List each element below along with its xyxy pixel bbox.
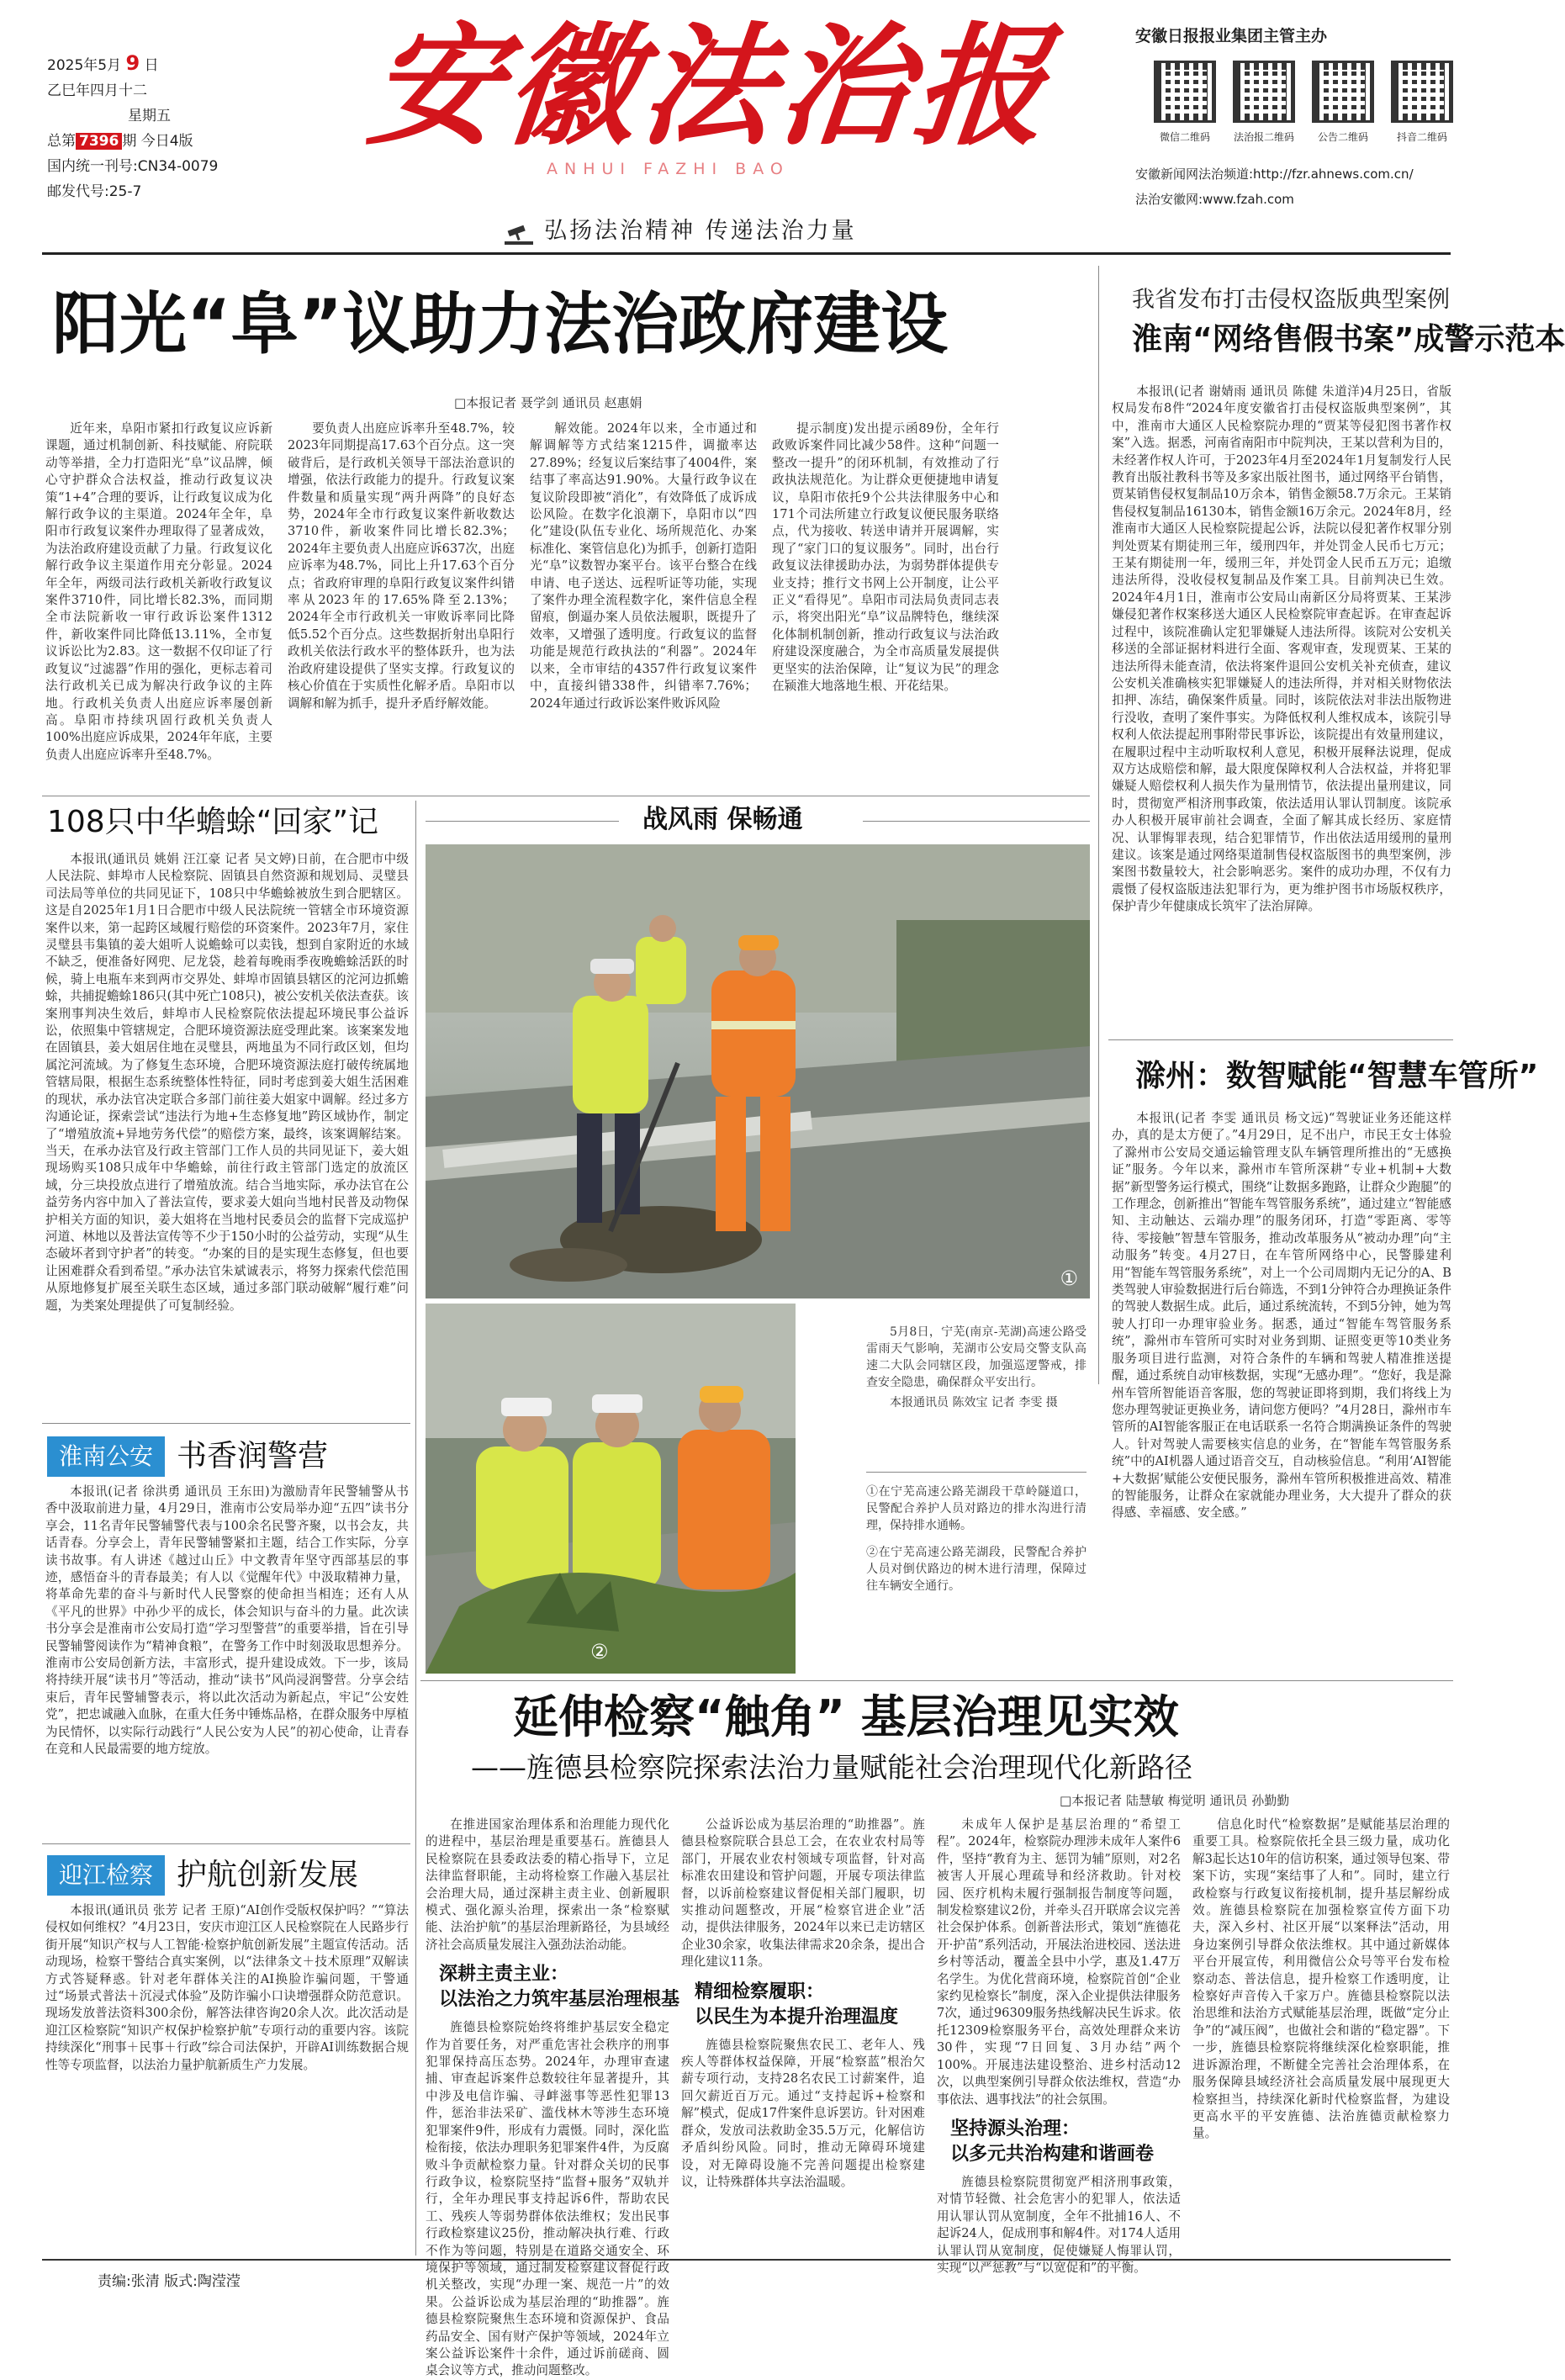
bottom-sub-3: 坚持源头治理： 以多元共治构建和谐画卷 <box>950 2118 1155 2165</box>
lead-col-3 <box>530 420 757 791</box>
footer-rule <box>42 2259 1451 2261</box>
photo-1-number: ① <box>1060 1267 1078 1290</box>
right-body-2 <box>1112 1110 1451 1521</box>
toad-body-text: 本报讯(通讯员 姚娟 汪江豪 记者 吴文婷)日前，在合肥市中级人民法院、蚌埠市人民检察院、固镇县自然资源和规划局、灵璧县司法局等单位的共同见证下，108只中华蟾蜍被放生到合肥辖区。这是自2025年1月1日合肥市中级人民法院统一管辖全市环境资源案件以来，第一起跨区域履行赔偿的环资案件。2023年7月，家住灵璧县韦集镇的姜大姐听人说蟾蜍可以卖钱，想到自家附近的水域不缺乏，便准备好网兜、尼龙袋，趁着每晚雨季夜晚蟾蜍活跃的时候，骑上电瓶车来到两市交界处、蚌埠市固镇县辖区的沱河边抓蟾蜍，共捕捉蟾蜍186只(其中死亡108只)，被公安机关依法查获。该案刑事判决生效后，蚌埠市人民检察院依法提起环境民事公益诉讼，依照集中管辖规定，合肥环境资源法庭受理此案。该案案发地在固镇县，姜大姐居住地在灵璧县，两地虽为不同行政区划，但均属沱河流域。为了修复生态环境，合肥环境资源法庭打破传统属地管辖局限，根据生态系统整体性特征，同时考虑到姜大姐生活困难的现状，承办法官决定联合多部门前往姜大姐家中调解。经过多方沟通论证，探索尝试“违法行为地+生态修复地”跨区域协作，制定了“增殖放流+异地劳务代偿”的赔偿方案，最终，该案调解结案。当天，在承办法官及行政主管部门工作人员的共同见证下，姜大姐现场购买108只成年中华蟾蜍，前往行政主管部门选定的放流区域，分三块投放点进行了增殖放流。结合当地实际，承办法官在公益劳务内容中加入了普法宣传，要求姜大姐向当地村民普及动物保护相关方面的知识，姜大姐将在当地村民委员会的监督下完成巡护河道、林地以及普法宣传等不少于150小时的公益劳动，实现“从生态破坏者到守护者”的转变。“办案的目的是实现生态修复，但也要让困难群众看到希望。”承办法官朱斌诚表示，将努力探索代偿范围从原地修复扩展至关联生态区域，通过多部门联动破解“履行难”问题，为类案处理提供了可复制经验。 <box>45 852 409 1313</box>
qr-code-notice[interactable] <box>1312 61 1374 123</box>
toad-headline: 108只中华蟾蜍“回家”记 <box>47 805 379 839</box>
bottom-col-1-text: 旌德县检察院始终将维护基层安全稳定作为首要任务，对严重危害社会秩序的刑事犯罪保持高压态势。2024年，办理审查逮捕、审查起诉案件总数较往年显著提升，其中涉及电信诈骗、寻衅滋事等恶性犯罪13件，惩治非法采矿、滥伐林木等涉生态环境犯罪案件9件，形成有力震慑。同时，深化监检衔接，依法办理职务犯罪案件4件，为反腐败斗争贡献检察力量。针对群众关切的民事行政争议，检察院坚持“监督+服务”双轨并行，全年办理民事支持起诉6件，帮助农民工、残疾人等弱势群体依法维权；发出民事行政检察建议25份，推动解决执行难、行政不作为等问题，特别是在道路交通安全、环境保护等领域，通过制发检察建议督促行政机关整改，实现“办理一案、规范一片”的效果。公益诉讼成为基层治理的“助推器”。旌德县检察院聚焦生态环境和资源保护、食品药品安全、国有财产保护等领域，2024年立案公益诉讼案件十余件，通过诉前磋商、圆桌会议等方式，推动问题整改。 <box>426 2020 669 2378</box>
photo-notes <box>866 1484 1087 1595</box>
photo-story-headline: 战风雨 保畅通 <box>642 805 803 834</box>
qr-label-douyin: 抖音二维码 <box>1396 131 1447 143</box>
issue-suffix: 期 今日4版 <box>122 133 193 150</box>
header-rule-left <box>426 821 619 822</box>
photo-caption-text: 5月8日，宁芜(南京-芜湖)高速公路受雷雨天气影响，芜湖市公安局交警支队高速二大队会同辖区段，加强巡逻警戒，排查安全隐患，确保群众平安出行。 <box>866 1325 1087 1389</box>
lead-col-4-text: 提示制度)发出提示函89份，全年行政败诉案件同比减少58件。这种“问题一整改一提升”的闭环机制，有效推动了行政执法规范化。为让群众更便捷地申请复议，阜阳市依托9个公共法律服务中心和171个司法所建立行政复议便民服务联络点，代为接收、转送申请并开展调解，实现了“家门口的复议服务”。同时，出台行政复议法律援助办法，为弱势群体提供专业支持；推行文书网上公开制度，让公平正义“看得见”。阜阳市司法局负责同志表示，将突出阳光“阜”议品牌特色，继续深化体制机制创新，推动行政复议与法治政府建设深度融合，为全市高质量发展提供更坚实的法治保障，让“复议为民”的理念在颍淮大地落地生根、开花结果。 <box>772 421 999 694</box>
bottom-col-2-intro: 公益诉讼成为基层治理的“助推器”。旌德县检察院联合县总工会，在农业农村局等部门，开展农业农村领域专项监督，针对高标准农田建设和管护问题，开展专项法律监督，以诉前检察建议督促相关部门履职，切实推动问题整改，开展“检察官进企业”活动，提供法律服务，2024年以来已走访辖区企业30余家，收集法律需求20余条，提出合理化建议11条。 <box>681 1817 925 1970</box>
right-column-divider <box>1098 266 1099 1384</box>
left-column-divider <box>415 801 416 2256</box>
header-rule-right <box>863 821 1090 822</box>
right-body-text: 本报讯(记者 谢婧雨 通讯员 陈健 朱道洋)4月25日，省版权局发布8件“2024年度安徽省打击侵权盗版典型案例”，其中，淮南市大通区人民检察院办理的“贾某等侵犯图书著作权案”入选。据悉，河南省南阳市中院判决，王某以营利为目的，未经著作权人许可，于2023年4月至2024年1月复制发行人民教育出版社教科书等及多家出版社图书，通过网络平台销售，贾某销售侵权复制品10万余本，销售金额58.7万余元。王某销售侵权复制品16130本，销售金额16万余元。2024年8月，经淮南市大通区人民检察院提起公诉，法院以侵犯著作权罪分别判处贾某有期徒刑三年，缓刑四年，并处罚金人民币七万元；王某有期徒刑一年，缓刑三年，并处罚金人民币五万元；追缴违法所得，没收侵权复制品及作案工具。目前判决已生效。2024年4月1日，淮南市公安局山南新区分局将贾某、王某涉嫌侵犯著作权案移送大通区人民检察院审查起诉。在审查起诉过程中，该院准确认定犯罪嫌疑人违法所得。该院对公安机关移送的全部证据材料进行全面、客观审查，发现贾某、王某的违法所得未能查清，依法将案件退回公安机关补充侦查，建议公安机关准确核实犯罪嫌疑人的违法所得，并对相关财物依法扣押、冻结，确保案件质量。同时，该院依法对非法出版物进行没收，查明了案件事实。为降低权利人维权成本，该院引导权利人依法提起刑事附带民事诉讼，该院提出有效量刑建议，在履职过程中主动听取权利人意见，积极开展释法说理，促成双方达成赔偿和解，最大限度保障权利人合法权益，并将犯罪嫌疑人赔偿权利人损失作为量刑情节，依法提出量刑建议，同时，贯彻宽严相济刑事政策，依法适用认罪认罚制度。该院承办人积极开展审前社会调查，全面了解其成长经历、家庭情况、认罪悔罪表现，结合犯罪情节，作出依法适用缓刑的量刑建议。该案是通过网络渠道制售侵权盗版图书的典型案例，涉案图书数量较大，社会影响恶劣。案件的成功办理，不仅有力震慑了侵权盗版违法犯罪行为，更为维护图书市场版权秩序，保护青少年健康成长筑牢了法治屏障。 <box>1112 384 1451 914</box>
bottom-col-2 <box>681 1817 925 2254</box>
reading-body <box>45 1484 409 1854</box>
lead-headline: 阳光“阜”议助力法治政府建设 <box>52 285 949 363</box>
bottom-headline: 延伸检察“触角” 基层治理见实效 <box>513 1690 1179 1743</box>
photo-road-cleanup <box>426 844 1090 1298</box>
photo-note-1: ①在宁芜高速公路芜湖段干草岭隧道口，民警配合养护人员对路边的排水沟进行清理，保持排水通畅。 <box>866 1485 1087 1532</box>
qr-code-newspaper[interactable] <box>1233 61 1295 123</box>
reading-body-text: 本报讯(记者 徐洪勇 通讯员 王东田)为激励青年民警辅警从书香中汲取前进力量，4月29日，淮南市公安局举办迎“五四”读书分享会，11名青年民警辅警代表与100余名民警齐聚，以书会友，共话青春。分享会上，青年民警辅警紧扣主题，结合工作实际，分享读书故事。有人讲述《越过山丘》中文教青年坚守西部基层的事迹，感悟奋斗的青春最美；有人以《觉醒年代》中汲取精神力量，将革命先辈的奋斗与新时代人民警察的使命担当相连；还有人从《平凡的世界》中孙少平的成长，体会知识与奋斗的力量。此次读书分享会是淮南市公安局打造“学习型警营”的重要举措，旨在引导民警辅警阅读作为“精神食粮”，在警务工作中时刻汲取思想养分。淮南市公安局创新方法，丰富形式，提升建设成效。下一步，该局将持续开展“读书月”等活动，推动“读书”风尚浸润警营。分享会结束后，青年民警辅警表示，将以此次活动为新起点，牢记“公安姓党”，把忠诚融入血脉，在重大任务中锤炼品格，在群众服务中厚植为民情怀，以实际行动践行“人民公安为人民”的初心使命，让青春在竞和人民最需要的地方绽放。 <box>45 1484 409 1757</box>
bottom-col-1-intro: 在推进国家治理体系和治理能力现代化的进程中，基层治理是重要基石。旌德县人民检察院在县委政法委的精心指导下，立足法律监督职能，主动将检察工作融入基层社会治理大局，通过深耕主责主业、创新履职模式、强化源头治理，探索出一条“检察赋能、法治护航”的基层治理新路径，为县域经济社会高质量发展注入强劲法治动能。 <box>426 1817 669 1952</box>
masthead-rule <box>42 252 1451 255</box>
issue-number: 7396 <box>76 133 122 150</box>
slogan-bar <box>505 212 857 245</box>
right-body <box>1112 383 1451 1031</box>
website-1[interactable]: 安徽新闻网法治频道:http://fzr.ahnews.com.cn/ <box>1135 167 1414 182</box>
gavel-icon <box>505 225 533 245</box>
lead-col-2-text: 要负责人出庭应诉率升至48.7%，较2023年同期提高17.63个百分点。这一突破背后，是行政机关领导干部法治意识的增强，依法行政能力的提升。行政复议案件数量和质量实现“两升两降”的良好态势，2024年全市行政复议案件新收数达3710件，新收案件同比增长82.3%；2024年主要负责人出庭应诉637次，出庭应诉率为48.7%，同比上升17.63个百分点；省政府审理的阜阳行政复议案件纠错率从2023年的17.65%降至2.13%；2024年全市行政机关一审败诉率同比降低5.52个百分点。这些数据折射出阜阳行政机关依法行政水平的整体跃升，也为法治政府建设提供了坚实支撑。行政复议的核心价值在于实质性化解矛盾。阜阳市以调解和解为抓手，提升矛盾纾解效能。 <box>288 421 515 711</box>
bottom-col-3-intro: 未成年人保护是基层治理的“希望工程”。2024年，检察院办理涉未成年人案件6件，坚持“教育为主、惩罚为辅”原则，对2名被害人开展心理疏导和经济救助。针对校园、医疗机构未履行强制报告制度等问题，制发检察建议2份，并牵头召开联席会议完善社会保护体系。创新普法形式，策划“旌德花开·护苗”系列活动，开展法治进校园、送法进乡村等活动，覆盖全县中小学，惠及1.47万名学生。为优化营商环境，检察院首创“企业家约见检察长”制度，深入企业提供法律服务7次，通过96309服务热线解决民生诉求。依托12309检察服务平台，高效处理群众来访30件，实现“7日回复、3月办结”两个100%。开展违法建设整治、进乡村活动12次，以典型案例引导群众依法维权，营造“办事依法、遇事找法”的社会氛围。 <box>937 1817 1181 2107</box>
qr-label-newspaper: 法治报二维码 <box>1233 131 1294 143</box>
bottom-sub-1: 深耕主责主业： 以法治之力筑牢基层治理根基 <box>439 1964 680 2011</box>
postcode: 邮发代号:25-7 <box>47 183 142 200</box>
date-day-suffix: 日 <box>144 57 159 74</box>
right-kicker: 我省发布打击侵权盗版典型案例 <box>1132 287 1450 313</box>
photo-tree-removal <box>426 1304 796 1674</box>
right-body-2-text: 本报讯(记者 李雯 通讯员 杨文远)“驾驶证业务还能这样办，真的是太方便了。”4月29日，足不出户，市民王女士体验了滁州市公安局交通运输管理支队车辆管理所推出的“无感换证”服务。今年以来，滁州市车管所深耕“专业+机制+大数据”新型警务运行模式，围绕“让数据多跑路，让群众少跑腿”的工作理念，创新推出“智能车驾管服务系统”，通过建立“智能感知、主动触达、云端办理”的服务闭环，打造“零距离、零等待、零接触”智慧车管服务，推动改革服务从“被动办理”向“主动服务”转变。4月27日，在车管所网络中心，民警滕建利用“智能车驾管服务系统”，对上一个公司周期内无记分的A、B类驾驶人审验数据进行后台筛选，不到1分钟符合办理换证条件的驾驶人数据生成。此后，通过系统流转，不到5分钟，她为驾驶人打印一办理审验业务。据悉，通过“智能车驾管服务系统”，滁州市车管所可实时对业务到期、证照变更等10类业务服务项目进行监测，对符合条件的车辆和驾驶人精准推送提醒，通过系统自动审核数据，实现“无感办理”。“您好，我是滁州车管所智能语音客服，您的驾驶证即将到期，我们将线上为您办理驾驶证更换业务，请问您方便吗？”4月28日，滁州市车管所的AI智能客服正在电话联系一名符合期满换证条件的驾驶人。针对驾驶人需要核实信息的业务，在“智能车驾管服务系统”中的AI机器人通过语音交互，自动核验信息。“利用‘AI智能+大数据’赋能公安便民服务，滁州车管所积极推进高效、精准的智能服务，让群众在家就能办理业务，大大提升了群众的获得感、幸福感、安全感。” <box>1112 1111 1451 1521</box>
caption-rule <box>866 1472 1087 1473</box>
cn-number: 国内统一刊号:CN34-0079 <box>47 158 219 175</box>
lead-col-2 <box>288 420 515 791</box>
photo-credit: 本报通讯员 陈效宝 记者 李雯 摄 <box>890 1396 1058 1409</box>
photo-2-number: ② <box>590 1640 609 1663</box>
slogan: 弘扬法治精神 传递法治力量 <box>544 218 857 244</box>
editor-credit: 责编:张清 版式:陶滢滢 <box>98 2273 241 2290</box>
left-rule-2 <box>42 1843 410 1844</box>
bottom-col-3-text: 旌德县检察院贯彻宽严相济刑事政策，对情节轻微、社会危害小的犯罪人，依法适用认罪认罚从宽制度，全年不批捕16人、不起诉24人，促成刑事和解4件。对174人适用认罪认罚从宽制度，促使嫌疑人悔罪认罚，实现“以严惩教”与“以宽促和”的平衡。 <box>937 2174 1181 2275</box>
newspaper-pinyin: ANHUI FAZHI BAO <box>547 160 790 178</box>
masthead-title <box>362 9 1060 178</box>
lunar-date: 乙巳年四月十二 <box>47 82 147 99</box>
bottom-sub-2: 精细检察履职： 以民生为本提升治理温度 <box>695 1981 899 2028</box>
tag-huainan-police: 淮南公安 <box>47 1436 165 1477</box>
qr-code-wechat[interactable] <box>1154 61 1216 123</box>
qr-code-douyin[interactable] <box>1391 61 1453 123</box>
lead-byline: □本报记者 聂学剑 通讯员 赵惠娟 <box>454 395 642 410</box>
tag-yingjiang-procuratorate: 迎江检察 <box>47 1855 165 1896</box>
issue-line <box>47 129 325 154</box>
ai-body <box>45 1902 409 2249</box>
lead-col-1-text: 近年来，阜阳市紧扣行政复议应诉新课题，通过机制创新、科技赋能、府院联动等举措，全力打造阳光“阜”议品牌，倾心守护群众合法权益，推动行政复议决策“1+4”合理的要诉，让行政复议成为化解行政争议的主渠道。2024年全年，阜阳市行政复议案件办理取得了显著成效，为法治政府建设贡献了力量。行政复议化解行政争议主渠道作用充分彰显。2024年全年，两级司法行政机关新收行政复议案件3710件，同比增长82.3%，而同期全市法院新收一审行政诉讼案件1312件，新收案件同比降低13.11%，全市复议诉讼比为2.83。这一数据不仅印证了行政复议“过滤器”作用的强化，更标志着司法行政机关已成为解决行政争议的主阵地。行政机关负责人出庭应诉率屡创新高。阜阳市持续巩固行政机关负责人100%出庭应诉成果，2024年年底，主要负责人出庭应诉率升至48.7%。 <box>45 421 272 762</box>
weekday: 星期五 <box>128 108 171 124</box>
left-rule-1 <box>42 1423 410 1424</box>
right-mid-rule <box>1108 1039 1453 1040</box>
lead-col-3-text: 解效能。2024年以来，全市通过和解调解等方式结案1215件，调撤率达27.89%；经复议后案结事了4004件，案结事了率高达91.90%。大量行政争议在复议阶段即被“消化”，有效降低了成诉成讼风险。在数字化浪潮下，阜阳市以“四化”建设(队伍专业化、场所规范化、办案标准化、案管信息化)为抓手，创新打造阳光“阜”议数智办案平台。该平台整合在线申请、电子送达、远程听证等功能，实现了案件办理全流程数字化，案件信息全程留痕，倒逼办案人员依法履职，既提升了效率，又增强了透明度。行政复议的监督功能是规范行政执法的“利器”。2024年以来，全市审结的4357件行政复议案件中，直接纠错338件，纠错率7.76%；2024年通过行政诉讼案件败诉风险 <box>530 421 757 711</box>
photo-caption <box>866 1324 1087 1411</box>
qr-label-wechat: 微信二维码 <box>1159 131 1210 143</box>
bottom-story-rule <box>420 1680 1453 1681</box>
ai-body-text: 本报讯(通讯员 张芳 记者 王原)“AI创作受版权保护吗？”“算法侵权如何维权？”4月23日，安庆市迎江区人民检察院在人民路步行街开展“知识产权与人工智能·检察护航创新发展”主题宣传活动。活动现场，检察干警结合真实案例，以“法律条文＋技术原理”双解读方式答疑释惑。针对老年群体关注的AI换脸诈骗问题，干警通过“场景式普法＋沉浸式体验”及防诈骗小口诀增强群众防范意识。现场发放普法资料300余份，解答法律咨询20余人次。此次活动是迎江区检察院“知识产权保护检察护航”专项行动的重要内容。该院持续深化“刑事＋民事＋行政”综合司法保护，开辟AI训练数据合规性等专项监督，以法治力量护航新质生产力发展。 <box>45 1903 409 2072</box>
issue-prefix: 总第 <box>47 133 76 150</box>
date-line <box>47 50 325 78</box>
lead-col-1 <box>45 420 272 791</box>
bottom-subheadline: ——旌德县检察院探索法治力量赋能社会治理现代化新路径 <box>471 1751 1192 1784</box>
right-headline: 淮南“网络售假书案”成警示范本 <box>1132 322 1565 357</box>
photo-story-header <box>426 801 1090 839</box>
right-headline-2: 滁州：数智赋能“智慧车管所” <box>1135 1059 1539 1093</box>
bottom-byline: □本报记者 陆慧敏 梅觉明 通讯员 孙勤勤 <box>1060 1793 1290 1808</box>
bottom-col-3 <box>937 1817 1181 2275</box>
bottom-col-4 <box>1192 1817 1450 2254</box>
sponsor-text: 安徽日报报业集团主管主办 <box>1135 27 1328 45</box>
masthead-info <box>47 50 325 204</box>
date-text: 2025年5月 <box>47 57 122 74</box>
bottom-col-2-text: 旌德县检察院聚焦农民工、老年人、残疾人等群体权益保障，开展“检察蓝”根治欠薪专项行动，支持28名农民工讨薪案件，追回欠薪近百万元。通过“支持起诉+检察和解”模式，促成17件案件息诉罢访。针对困难群众，发放司法救助金35.5万元，化解信访矛盾纠纷风险。同时，推动无障碍环境建设，对无障碍设施不完善问题提出检察建议，让特殊群体共享法治温暖。 <box>681 2037 925 2189</box>
newspaper-title: 安徽法治报 <box>362 9 1060 163</box>
qr-label-notice: 公告二维码 <box>1317 131 1368 143</box>
bottom-col-1 <box>426 1817 680 2378</box>
date-day: 9 <box>125 51 140 75</box>
lead-col-4 <box>772 420 999 791</box>
toad-body <box>45 851 409 1490</box>
ai-headline: 护航创新发展 <box>177 1858 359 1892</box>
reading-headline: 书香润警营 <box>177 1439 329 1473</box>
bottom-col-4-text: 信息化时代“检察数据”是赋能基层治理的重要工具。检察院依托全县三级力量，成功化解3起长达10年的信访积案，通过领导包案、带案下访，实现“案结事了人和”。同时，建立行政检察与行政复议衔接机制，提升基层解纷成效。旌德县检察院在加强检察宣传方面下功夫，深入乡村、社区开展“以案释法”活动，用身边案例引导群众依法维权。其中通过新媒体平台开展宣传，利用微信公众号等平台发布检察动态、普法信息，提升检察工作透明度，让检察好声音传入千家万户。旌德县检察院以法治思维和法治方式赋能基层治理，既做“定分止争”的“减压阀”，也做社会和谐的“稳定器”。下一步，旌德县检察院将继续深化检察职能，推进诉源治理，不断健全完善社会治理体系，在服务保障县域经济社会高质量发展中展现更大检察担当，持续深化新时代检察监督，为建设更高水平的平安旌德、法治旌德贡献检察力量。 <box>1192 1817 1450 2141</box>
photo-note-2: ②在宁芜高速公路芜湖段，民警配合养护人员对倒伏路边的树木进行清理，保障过往车辆安全通行。 <box>866 1546 1087 1593</box>
website-2[interactable]: 法治安徽网:www.fzah.com <box>1135 192 1294 207</box>
